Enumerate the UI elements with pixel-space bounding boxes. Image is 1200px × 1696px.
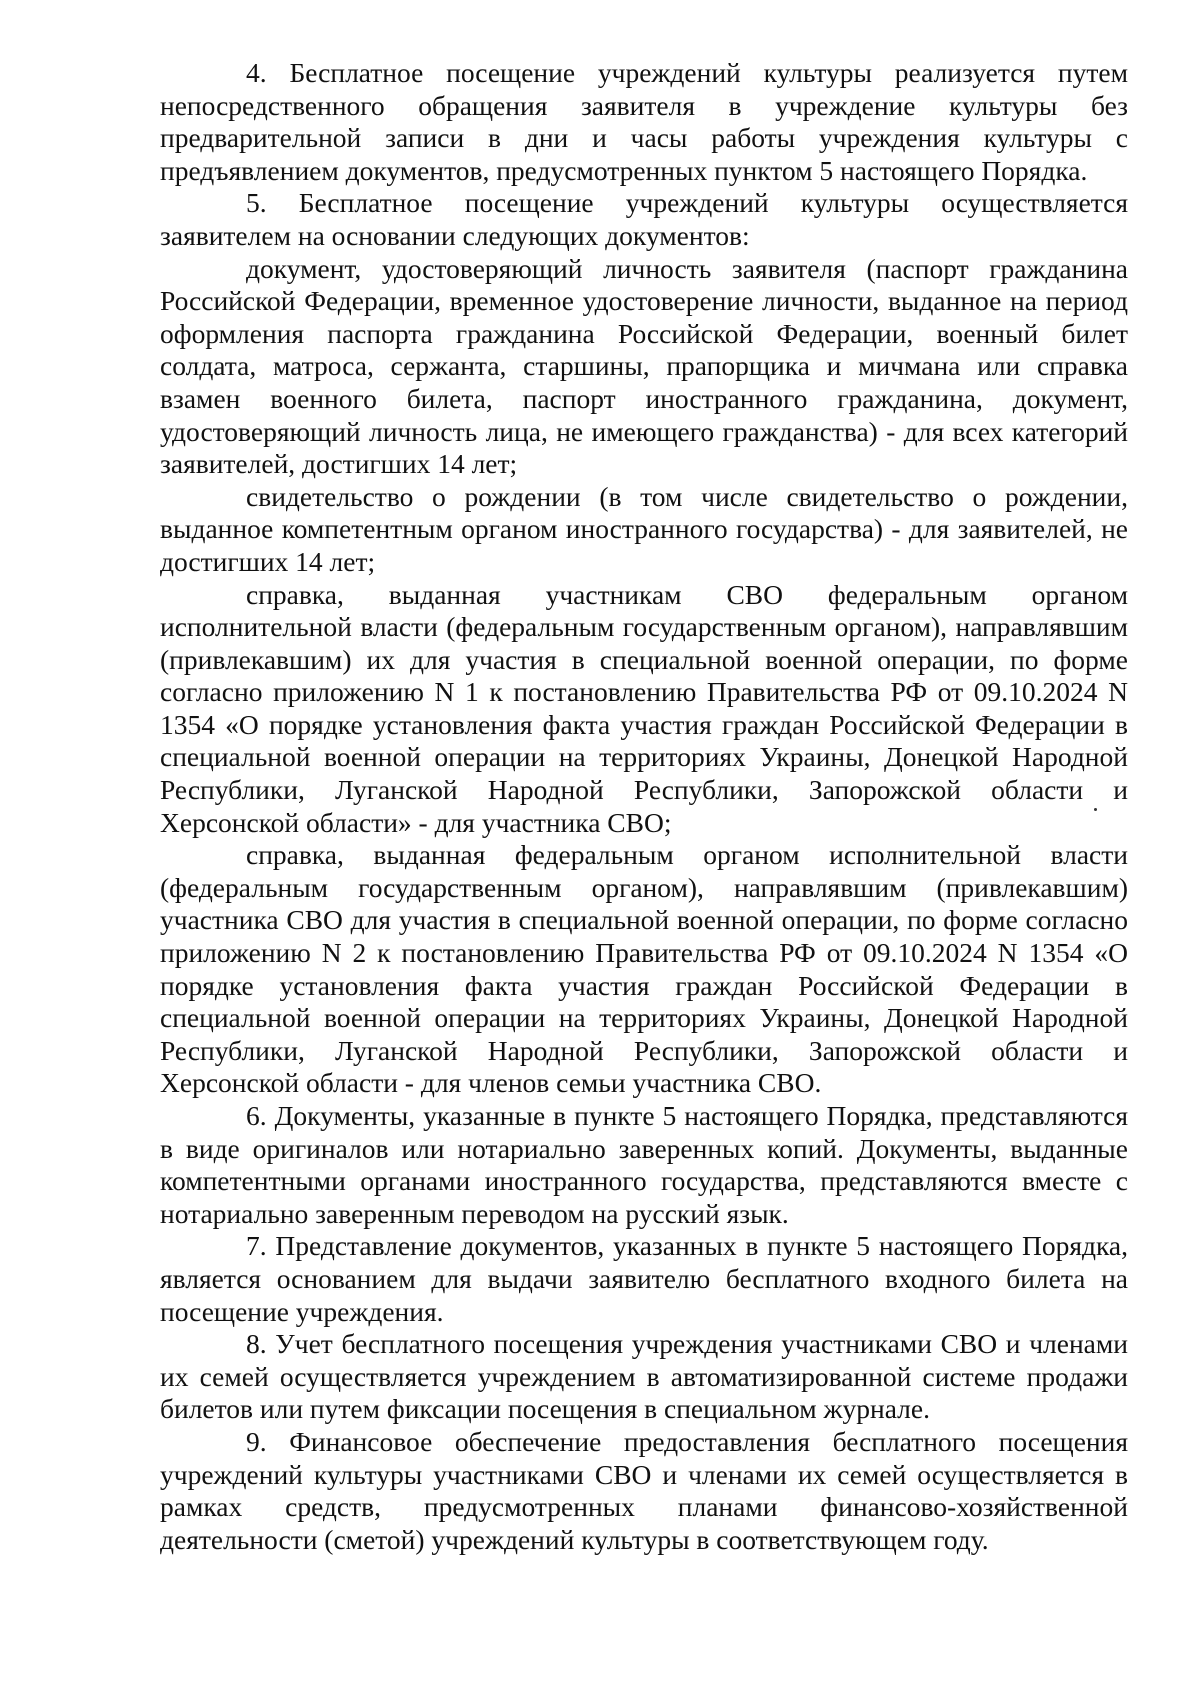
document-body — [160, 57, 1128, 1556]
paragraph-item-6: 6. Документы, указанные в пункте 5 настоящего Порядка, представляются в виде оригиналов или нотариально заверенных копий. Документы, выданные компетентными органами иностранного государства, представляются вместе с нотариально заверенным переводом на русский язык. — [160, 1100, 1128, 1229]
paragraph-item-7: 7. Представление документов, указанных в пункте 5 настоящего Порядка, является основанием для выдачи заявителю бесплатного входного билета на посещение учреждения. — [160, 1230, 1128, 1327]
scan-speck — [1094, 808, 1097, 811]
paragraph-certificate-participant: справка, выданная участникам СВО федеральным органом исполнительной власти (федеральным государственным органом), направлявшим (привлекавшим) их для участия в специальной военной операции, по форме согласно приложению N 1 к постановлению Правительства РФ от 09.10.2024 N 1354 «О порядке установления факта участия граждан Российской Федерации в специальной военной операции на территориях Украины, Донецкой Народной Республики, Луганской Народной Республики, Запорожской области и Херсонской области» - для участника СВО; — [160, 578, 1128, 838]
paragraph-birth-certificate: свидетельство о рождении (в том числе свидетельство о рождении, выданное компетентным органом иностранного государства) - для заявителей, не достигших 14 лет; — [160, 480, 1128, 577]
paragraph-identity-document: документ, удостоверяющий личность заявителя (паспорт гражданина Российской Федерации, временное удостоверение личности, выданное на период оформления паспорта гражданина Российской Федерации, военный билет солдата, матроса, сержанта, старшины, прапорщика и мичмана или справка взамен военного билета, паспорт иностранного гражданина, документ, удостоверяющий личность лица, не имеющего гражданства) - для всех категорий заявителей, достигших 14 лет; — [160, 252, 1128, 480]
paragraph-item-8: 8. Учет бесплатного посещения учреждения участниками СВО и членами их семей осуществляется учреждением в автоматизированной системе продажи билетов или путем фиксации посещения в специальном журнале. — [160, 1328, 1128, 1425]
paragraph-item-9: 9. Финансовое обеспечение предоставления бесплатного посещения учреждений культуры участниками СВО и членами их семей осуществляется в рамках средств, предусмотренных планами финансово-хозяйственной деятельности (сметой) учреждений культуры в соответствующем году. — [160, 1425, 1128, 1555]
paragraph-item-5: 5. Бесплатное посещение учреждений культуры осуществляется заявителем на основании следующих документов: — [160, 187, 1128, 251]
paragraph-item-4: 4. Бесплатное посещение учреждений культуры реализуется путем непосредственного обращения заявителя в учреждение культуры без предварительной записи в дни и часы работы учреждения культуры с предъявлением документов, предусмотренных пунктом 5 настоящего Порядка. — [160, 57, 1128, 186]
paragraph-certificate-family: справка, выданная федеральным органом исполнительной власти (федеральным государственным органом), направлявшим (привлекавшим) участника СВО для участия в специальной военной операции, по форме согласно приложению N 2 к постановлению Правительства РФ от 09.10.2024 N 1354 «О порядке установления факта участия граждан Российской Федерации в специальной военной операции на территориях Украины, Донецкой Народной Республики, Луганской Народной Республики, Запорожской области и Херсонской области - для членов семьи участника СВО. — [160, 839, 1128, 1099]
